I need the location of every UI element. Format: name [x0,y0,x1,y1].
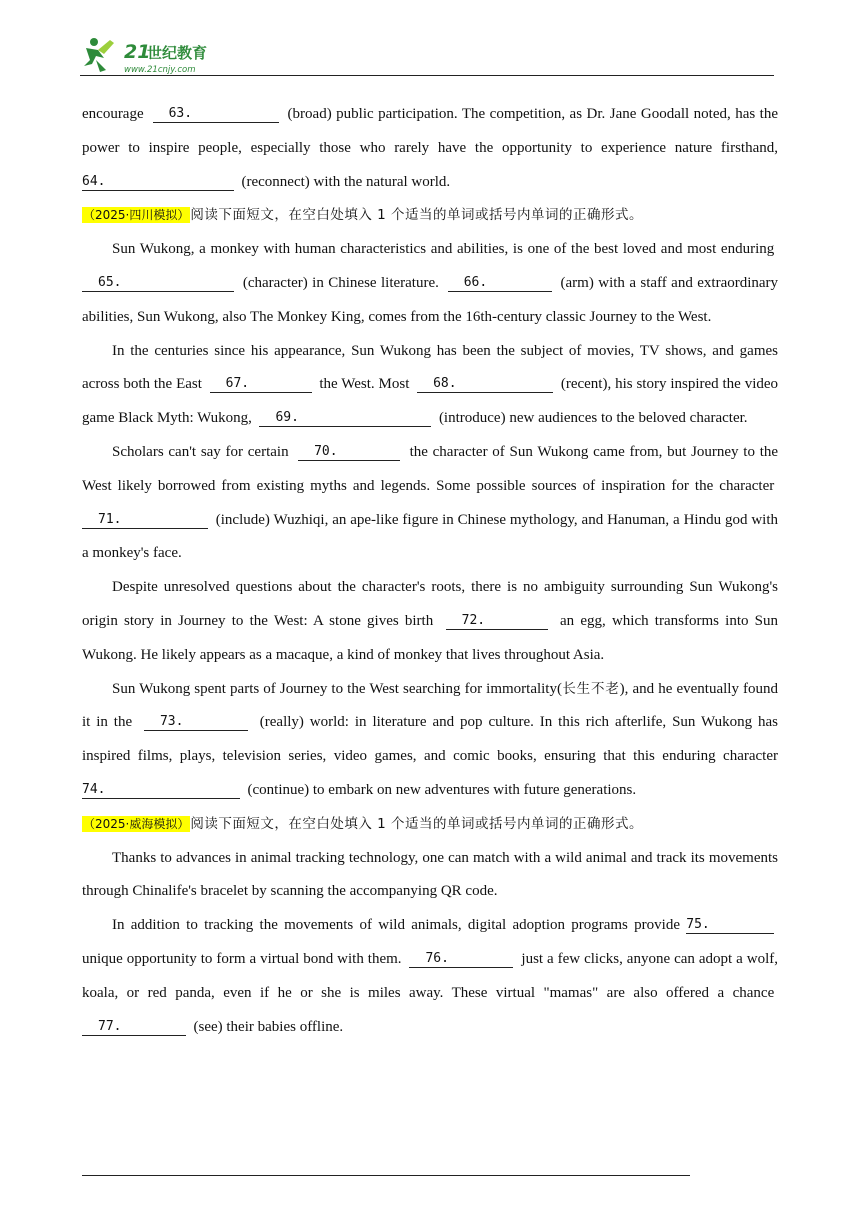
blank-64: 64. [82,173,234,191]
paragraph: Despite unresolved questions about the character's roots, there is no ambiguity surrounding Sun Wukong's origin story in Journey to the West: A stone gives birth 72. an egg, which transforms into Sun Wukong. He likely appears as a macaque, a kind of monkey that lives throughout Asia. [82,579,779,663]
blank-72: 72. [446,612,548,630]
blank-76: 76. [409,950,513,968]
blank-71: 71. [82,511,208,529]
section-header [82,199,778,233]
21cnjy-logo [80,34,250,78]
source-tag: （2025·四川模拟） [83,208,190,223]
header-rule [80,75,774,76]
blank-65: 65. [82,274,234,292]
paragraph: encourage 63. (broad) public participation. The competition, as Dr. Jane Goodall noted, has the power to inspire people, especially those who rarely have the opportunity to experience nature firsthand, 64. (reconnect) with the natural world. [82,106,779,190]
blank-75: 75. [686,916,774,934]
page-header [80,30,774,78]
svg-text:21: 21 [124,41,151,63]
footer-rule [82,1175,690,1176]
svg-text:世纪教育: 世纪教育 [147,44,208,62]
paragraph: In the centuries since his appearance, Sun Wukong has been the subject of movies, TV shows, and games across both the East 67. the West. Most 68. (recent), his story inspired the video game Black Myth: Wukong, 69. (introduce) new audiences to the beloved character. [82,342,779,427]
paragraph: Sun Wukong spent parts of Journey to the West searching for immortality(长生不老), and he eventually found it in the 73. (really) world: in literature and pop culture. In this rich afterlife, Sun Wukong has inspired films, plays, television series, video games, and comic books, ensuring that this enduring character 74. (continue) to embark on new adventures with future generations. [82,680,779,798]
blank-73: 73. [144,713,248,731]
section-header [82,808,778,842]
blank-66: 66. [448,274,552,292]
blank-69: 69. [259,409,431,427]
blank-74: 74. [82,781,240,799]
paragraph: In addition to tracking the movements of wild animals, digital adoption programs provide 75. unique opportunity to form a virtual bond with them. 76. just a few clicks, anyone can adopt a wolf, koala, or red panda, even if he or she is miles away. These virtual "mamas" are also offered a chance 77. (see) their babies offline. [82,917,778,1035]
blank-67: 67. [210,375,312,393]
paragraph: Sun Wukong, a monkey with human characteristics and abilities, is one of the best loved and most enduring 65. (character) in Chinese literature. 66. (arm) with a staff and extraordinary abilities, Sun Wukong, also The Monkey King, comes from the 16th-century classic Journey to the West. [82,241,779,325]
instruction: 阅读下面短文，在空白处填入 1 个适当的单词或括号内单词的正确形式。 [190,207,644,224]
instruction: 阅读下面短文，在空白处填入 1 个适当的单词或括号内单词的正确形式。 [190,815,644,832]
document-body [82,98,778,1044]
blank-68: 68. [417,375,553,393]
paragraph: Thanks to advances in animal tracking technology, one can match with a wild animal and track its movements through Chinalife's bracelet by scanning the accompanying QR code. [82,849,778,900]
paragraph: Scholars can't say for certain 70. the character of Sun Wukong came from, but Journey to the West likely borrowed from existing myths and legends. Some possible sources of inspiration for the character 71. (include) Wuzhiqi, an ape-like figure in Chinese mythology, and Hanuman, a Hindu god with a monkey's face. [82,443,779,562]
source-tag: （2025·威海模拟） [83,816,190,831]
blank-70: 70. [298,443,400,461]
blank-77: 77. [82,1018,186,1036]
blank-63: 63. [153,105,279,123]
svg-text:www.21cnjy.com: www.21cnjy.com [124,65,196,75]
